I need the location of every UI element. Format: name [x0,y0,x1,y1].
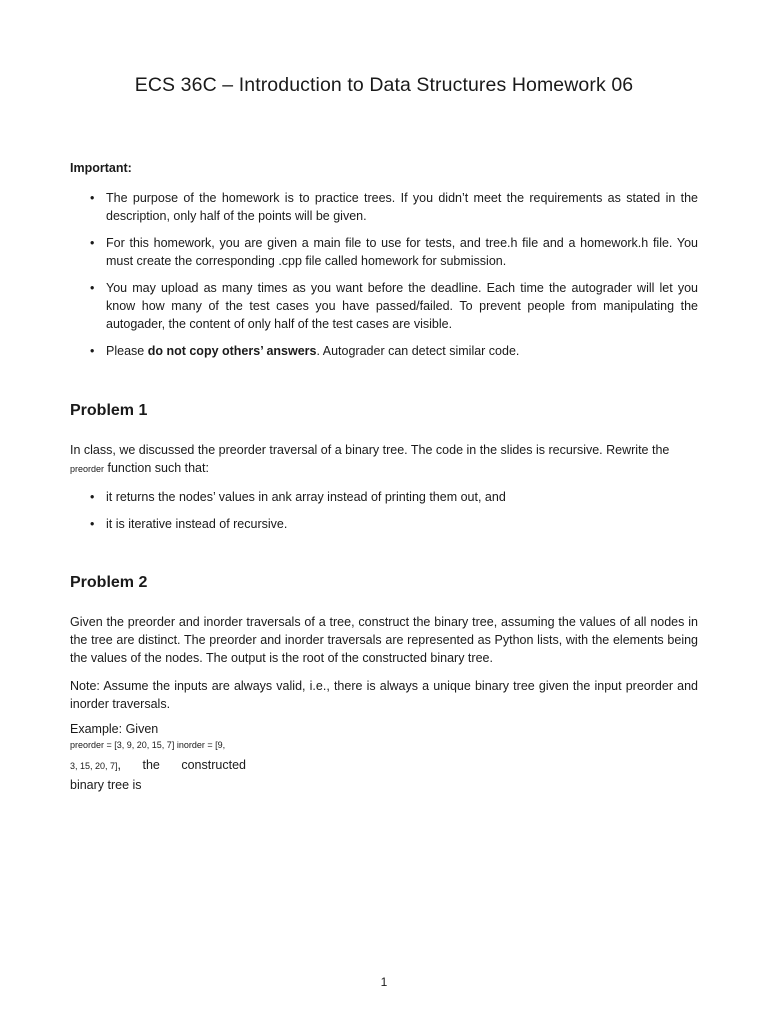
example-line3: binary tree is [70,778,142,792]
problem1-intro-suffix: function such that: [104,461,209,475]
problem1-bullet-list [70,488,698,542]
important-bullet-list [70,189,698,369]
example-line2-left [70,756,121,775]
important-bullet-no-copy [70,342,698,360]
problem1-bullet-iterative: • it is iterative instead of recursive. [70,515,698,533]
page-number: 1 [380,975,388,989]
example-line2-the: the [142,758,160,772]
problem1-bullet-array: • it returns the nodes’ values in ank array instead of printing them out, and [70,488,698,506]
problem1-intro-text: In class, we discussed the preorder traversal of a binary tree. The code in the slides is recursive. Rewrite the [70,443,670,457]
important-bullet-upload: • You may upload as many times as you want before the deadline. Each time the autograder will let you know how many of the test cases you have passed/failed. To prevent people from manipulating the autogader, the content of only half of the test cases are visible. [70,279,698,333]
problem1-intro [70,441,698,478]
document-title: ECS 36C – Introduction to Data Structures Homework 06 [134,74,634,96]
example-label: Example: Given [70,722,159,736]
example-code-line1: preorder = [3, 9, 20, 15, 7] inorder = [9, [70,740,226,750]
no-copy-prefix: Please [106,344,148,358]
no-copy-suffix: . Autograder can detect similar code. [316,344,520,358]
problem2-paragraph: Given the preorder and inorder traversals of a tree, construct the binary tree, assuming the values of all nodes in the tree are distinct. The preorder and inorder traversals are represented as Python lists, with the elements being the values of the nodes. The output is the root of the constructed binary tree. [70,615,698,665]
problem2-note: Note: Assume the inputs are always valid, i.e., there is always a unique binary tree given the input preorder and inorder traversals. [70,679,698,711]
example-line2-constructed: constructed [181,758,246,772]
important-label: Important: [70,161,132,175]
problem2-heading: Problem 2 [70,574,148,591]
example-line2 [70,756,246,775]
important-bullet-files: • For this homework, you are given a main file to use for tests, and tree.h file and a homework.h file. You must create the corresponding .cpp file called homework for submission. [70,234,698,270]
problem1-heading: Problem 1 [70,402,148,419]
preorder-code-word: preorder [70,464,105,474]
example-code-line2: 3, 15, 20, 7] [70,761,118,771]
example-line2-comma: , [117,758,122,772]
no-copy-bold: do not copy others’ answers [147,344,317,358]
important-bullet-purpose: • The purpose of the homework is to practice trees. If you didn’t meet the requirements as stated in the description, only half of the points will be given. [70,189,698,225]
